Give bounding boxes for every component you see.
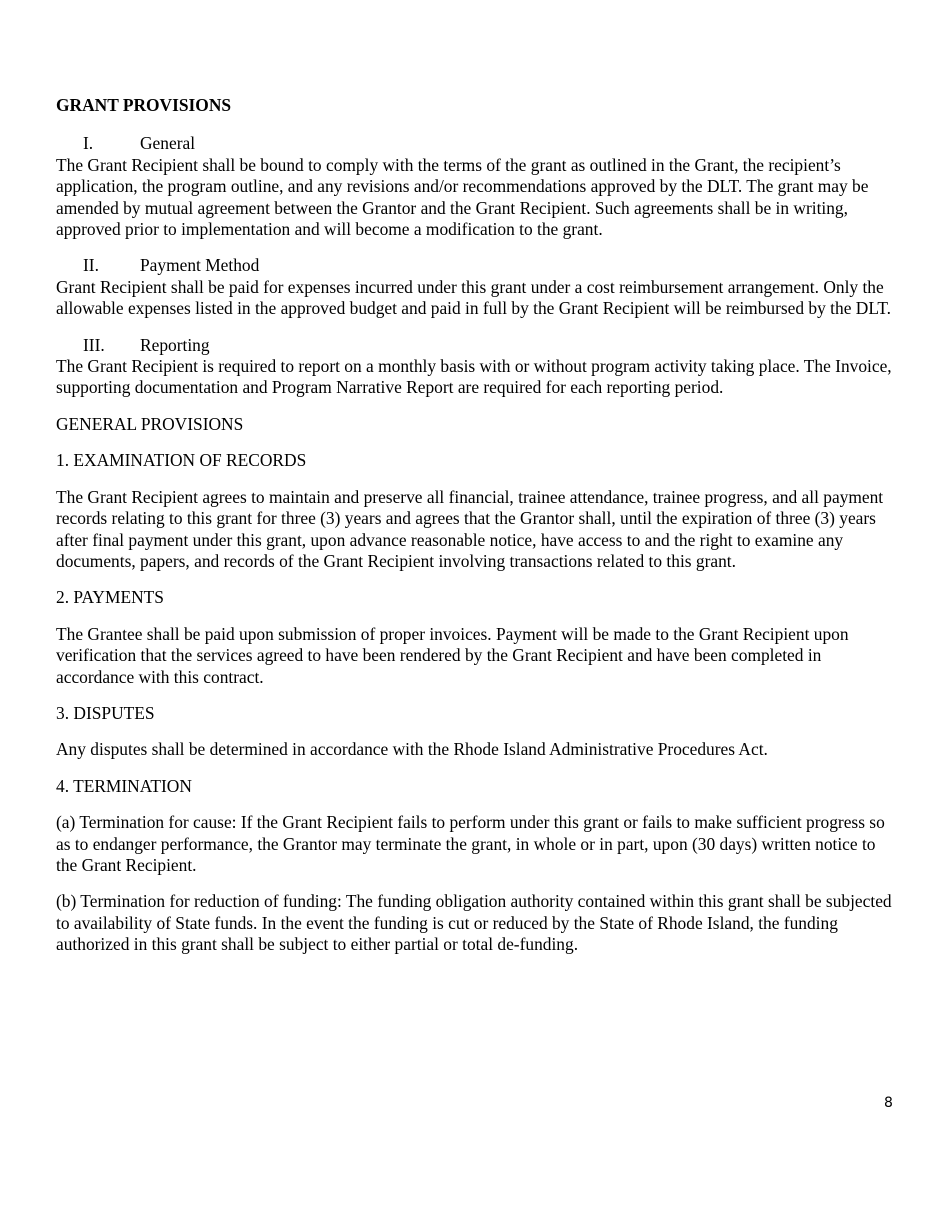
section-text-payment-method: Grant Recipient shall be paid for expenses incurred under this grant under a cost reimbursement arrangement. Only the allowable expenses listed in the approved budget and paid in full by the Grant Recipient will be reimbursed by the DLT.: [56, 276, 892, 319]
document-page: [56, 95, 901, 971]
general-provisions-heading: GENERAL PROVISIONS: [56, 413, 244, 434]
provision-text-termination-cause: (a) Termination for cause: If the Grant Recipient fails to perform under this grant or fails to make sufficient progress so as to endanger performance, the Grantor may terminate the grant, in whole or in part, upon (30 days) written notice to the Grant Recipient.: [56, 812, 885, 875]
provision-heading-payments: 2. PAYMENTS: [56, 587, 164, 608]
section-text-reporting: The Grant Recipient is required to report on a monthly basis with or without program activity taking place. The Invoice, supporting documentation and Program Narrative Report are required for each reporting period.: [56, 356, 892, 398]
page-number: 8: [884, 1095, 893, 1111]
section-heading-reporting: [56, 335, 901, 356]
section-title: Reporting: [140, 334, 210, 355]
section-numeral: III.: [83, 334, 105, 355]
provision-text-termination-funding: (b) Termination for reduction of funding: The funding obligation authority contained within this grant shall be subjected to availability of State funds. In the event the funding is cut or reduced by the State of Rhode Island, the funding authorized in this grant shall be subject to either partial or total de-funding.: [56, 891, 892, 955]
provision-text-disputes: Any disputes shall be determined in accordance with the Rhode Island Administrative Procedures Act.: [56, 739, 768, 760]
section-heading-payment-method: [56, 255, 901, 276]
provision-text-payments: The Grantee shall be paid upon submission of proper invoices. Payment will be made to the Grant Recipient upon verification that the services agreed to have been rendered by the Grant Recipient and have been completed in accordance with this contract.: [56, 623, 849, 687]
section-numeral: I.: [83, 133, 94, 154]
section-heading-general: [56, 133, 901, 154]
section-title: General: [140, 133, 196, 154]
section-text-general: The Grant Recipient shall be bound to comply with the terms of the grant as outlined in the Grant, the recipient’s application, the program outline, and any revisions and/or recommendations approved by the DLT. The grant may be amended by mutual agreement between the Grantor and the Grant Recipient. Such agreements shall be in writing, approved prior to implementation and will become a modification to the grant.: [56, 154, 869, 240]
document-title: GRANT PROVISIONS: [56, 95, 232, 115]
section-numeral: II.: [83, 255, 99, 276]
provision-heading-examination: 1. EXAMINATION OF RECORDS: [56, 450, 307, 471]
provision-heading-disputes: 3. DISPUTES: [56, 702, 155, 723]
section-title: Payment Method: [140, 255, 260, 276]
provision-heading-termination: 4. TERMINATION: [56, 775, 192, 796]
provision-text-examination: The Grant Recipient agrees to maintain and preserve all financial, trainee attendance, trainee progress, and all payment records relating to this grant for three (3) years and agrees that the Grantor shall, until the expiration of three (3) years after final payment under this grant, upon advance reasonable notice, have access to and the right to examine any documents, papers, and records of the Grant Recipient involving transactions related to this grant.: [56, 486, 884, 571]
